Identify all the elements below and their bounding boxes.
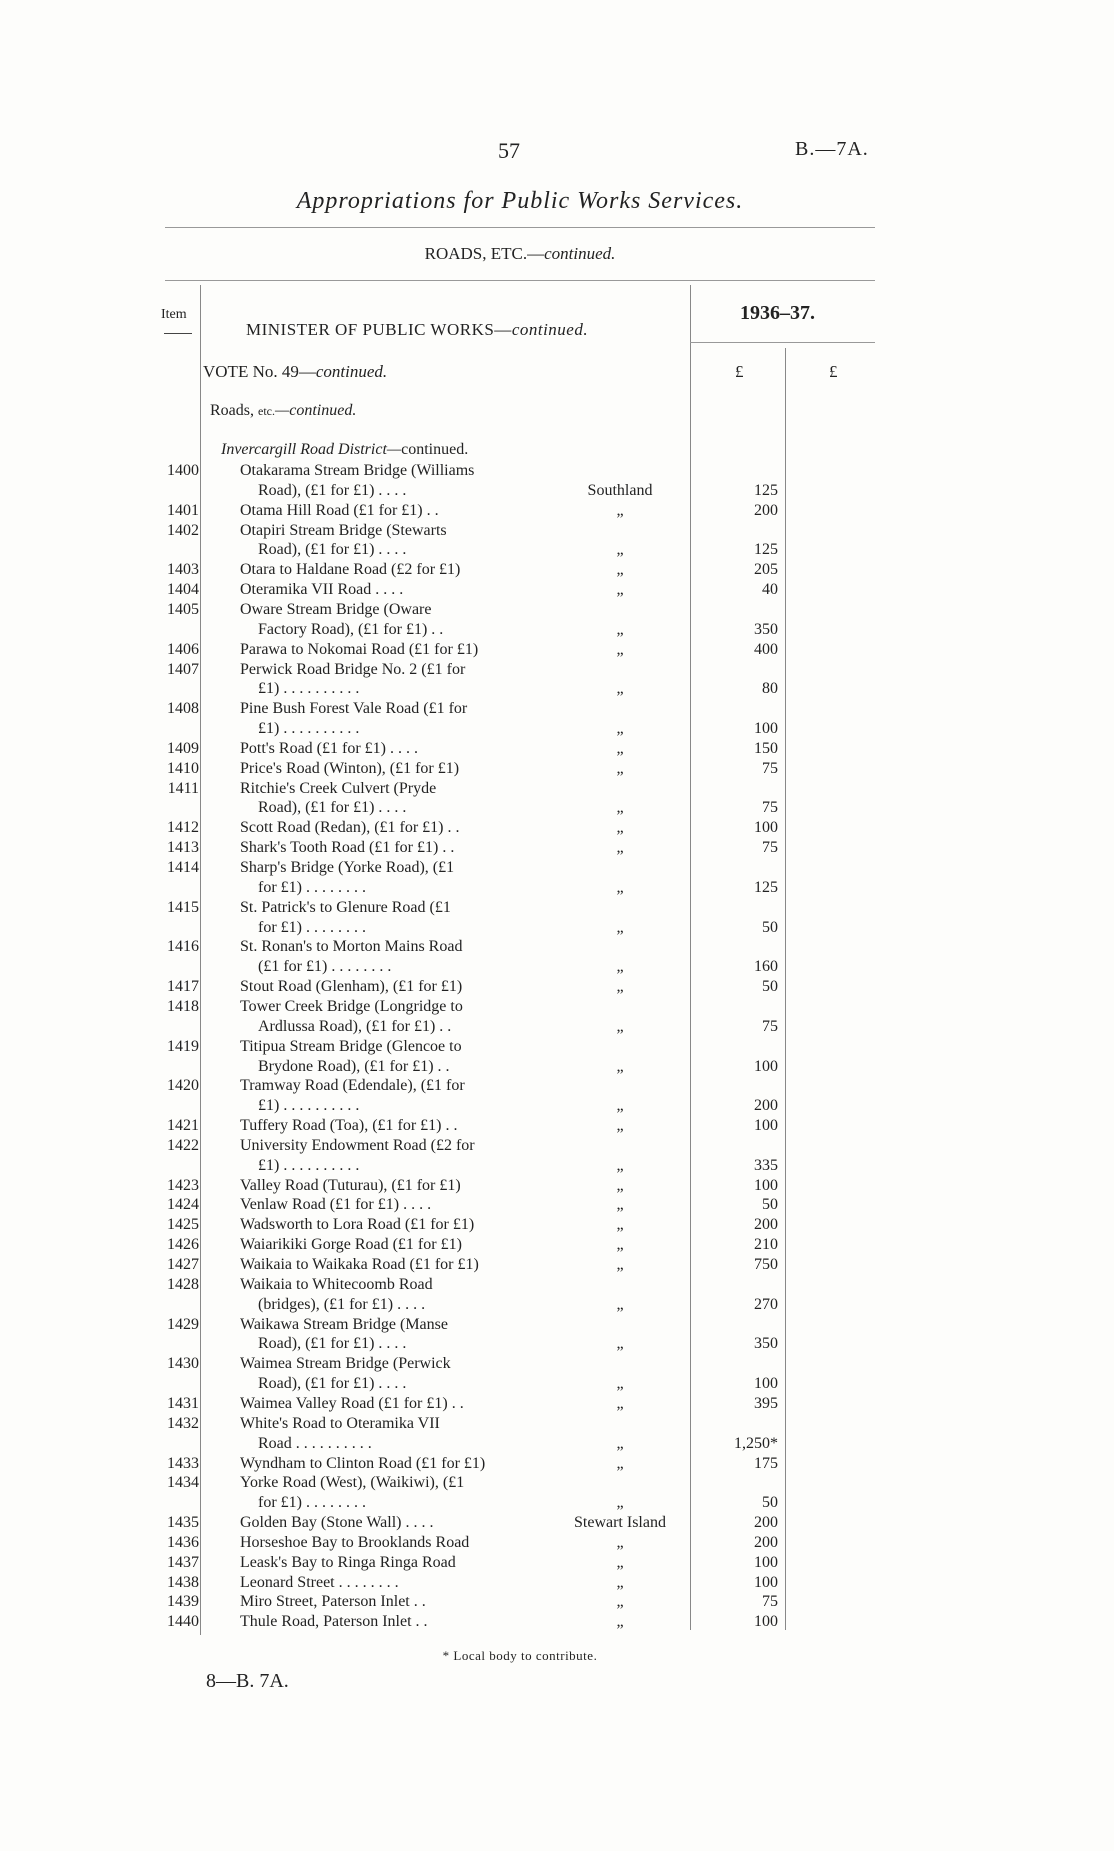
item-description: Sharp's Bridge (Yorke Road), (£1 bbox=[240, 859, 455, 876]
item-amount: 125 bbox=[754, 481, 778, 499]
item-location: „ bbox=[616, 1335, 624, 1353]
item-description: for £1) . . . . . . . . bbox=[258, 1494, 366, 1512]
item-description: Shark's Tooth Road (£1 for £1) . . bbox=[240, 839, 455, 857]
item-description: University Endowment Road (£2 for bbox=[240, 1136, 475, 1154]
item-location: „ bbox=[616, 978, 624, 996]
item-description: Road), (£1 for £1) . . . . bbox=[258, 1375, 407, 1393]
item-amount: 200 bbox=[754, 1097, 778, 1115]
item-location: „ bbox=[616, 1494, 624, 1512]
item-description: Scott Road (Redan), (£1 for £1) . . bbox=[240, 819, 460, 837]
item-amount: 100 bbox=[754, 1553, 778, 1571]
item-number: 1419 bbox=[167, 1037, 199, 1055]
item-location: „ bbox=[616, 1017, 624, 1035]
item-location: „ bbox=[616, 1196, 624, 1214]
item-amount: 210 bbox=[754, 1236, 778, 1254]
item-description: Road), (£1 for £1) . . . . bbox=[258, 481, 407, 499]
item-number: 1439 bbox=[167, 1593, 199, 1611]
item-amount: 100 bbox=[754, 1375, 778, 1393]
item-number: 1427 bbox=[167, 1256, 199, 1273]
item-number: 1408 bbox=[167, 700, 199, 718]
item-amount: 80 bbox=[762, 680, 778, 698]
item-amount: 75 bbox=[762, 1593, 778, 1611]
item-number: 1430 bbox=[167, 1355, 199, 1373]
item-location: „ bbox=[616, 1256, 624, 1273]
item-number: 1401 bbox=[167, 501, 199, 519]
item-description: Price's Road (Winton), (£1 for £1) bbox=[240, 759, 460, 777]
title-rule bbox=[165, 227, 875, 228]
item-amount: 50 bbox=[762, 1494, 778, 1512]
minister-heading-text: MINISTER OF PUBLIC WORKS— bbox=[246, 320, 512, 339]
item-description: Oteramika VII Road . . . . bbox=[240, 581, 404, 599]
item-amount: 200 bbox=[754, 1533, 778, 1551]
item-amount: 125 bbox=[754, 541, 778, 559]
amount-column-divider bbox=[785, 348, 786, 1630]
item-number: 1423 bbox=[167, 1176, 199, 1194]
item-amount: 200 bbox=[754, 1514, 778, 1532]
item-description: Venlaw Road (£1 for £1) . . . . bbox=[240, 1196, 432, 1214]
item-location: „ bbox=[616, 1097, 624, 1115]
item-amount: 175 bbox=[754, 1454, 778, 1472]
item-description: for £1) . . . . . . . . bbox=[258, 918, 366, 936]
roads-subheading-continued: —continued. bbox=[275, 402, 357, 419]
item-location: „ bbox=[616, 1553, 624, 1571]
item-amount: 100 bbox=[754, 1176, 778, 1194]
item-description: Thule Road, Paterson Inlet . . bbox=[240, 1613, 428, 1631]
footnote: * Local body to contribute. bbox=[442, 1648, 598, 1663]
item-description: Pott's Road (£1 for £1) . . . . bbox=[240, 739, 418, 757]
item-description: Leonard Street . . . . . . . . bbox=[240, 1573, 399, 1591]
item-description: Stout Road (Glenham), (£1 for £1) bbox=[240, 978, 463, 996]
item-number: 1414 bbox=[167, 859, 199, 876]
item-description: St. Ronan's to Morton Mains Road bbox=[240, 938, 463, 956]
item-description: (£1 for £1) . . . . . . . . bbox=[258, 958, 392, 976]
item-number: 1422 bbox=[167, 1136, 199, 1154]
item-number: 1435 bbox=[167, 1514, 199, 1532]
item-amount: 160 bbox=[754, 958, 778, 976]
item-location: „ bbox=[616, 561, 624, 579]
item-location: „ bbox=[616, 1593, 624, 1611]
item-location: Stewart Island bbox=[574, 1514, 666, 1532]
item-number: 1424 bbox=[167, 1196, 199, 1214]
description-column-divider bbox=[690, 285, 691, 1630]
item-location: „ bbox=[616, 1394, 624, 1412]
item-amount: 75 bbox=[762, 839, 778, 857]
item-description: Pine Bush Forest Vale Road (£1 for bbox=[240, 700, 468, 718]
item-description: Parawa to Nokomai Road (£1 for £1) bbox=[240, 640, 479, 658]
item-number: 1420 bbox=[167, 1077, 199, 1095]
item-location: „ bbox=[616, 541, 624, 559]
page-title: Appropriations for Public Works Services. bbox=[296, 188, 744, 214]
item-number: 1425 bbox=[167, 1216, 199, 1234]
item-description: Otara to Haldane Road (£2 for £1) bbox=[240, 561, 461, 579]
roads-subheading bbox=[210, 402, 356, 420]
item-number: 1431 bbox=[167, 1394, 199, 1412]
item-number: 1402 bbox=[167, 521, 199, 539]
item-location: „ bbox=[616, 1533, 624, 1551]
item-description: Miro Street, Paterson Inlet . . bbox=[240, 1593, 426, 1611]
section-heading-text: ROADS, ETC.— bbox=[424, 244, 545, 263]
item-amount: 205 bbox=[754, 561, 778, 579]
item-location: „ bbox=[616, 958, 624, 976]
item-description: Road), (£1 for £1) . . . . bbox=[258, 799, 407, 817]
item-number: 1416 bbox=[167, 938, 199, 956]
item-description: Otakarama Stream Bridge (Williams bbox=[240, 462, 475, 479]
item-number: 1403 bbox=[167, 561, 199, 579]
item-location: „ bbox=[616, 878, 624, 896]
item-amount: 40 bbox=[762, 581, 778, 599]
item-description: Otama Hill Road (£1 for £1) . . bbox=[240, 501, 439, 519]
section-heading bbox=[0, 244, 1040, 264]
item-amount: 100 bbox=[754, 1613, 778, 1631]
item-location: „ bbox=[616, 739, 624, 757]
item-location: „ bbox=[616, 759, 624, 777]
item-location: „ bbox=[616, 1216, 624, 1234]
item-description: Valley Road (Tuturau), (£1 for £1) bbox=[240, 1176, 461, 1194]
item-number: 1437 bbox=[167, 1553, 199, 1571]
item-description: St. Patrick's to Glenure Road (£1 bbox=[240, 898, 451, 916]
year-column-header: 1936–37. bbox=[740, 302, 815, 324]
page-number: 57 bbox=[498, 138, 520, 163]
vote-heading-continued: continued. bbox=[315, 362, 388, 381]
vote-heading-text: VOTE No. 49— bbox=[203, 362, 316, 381]
item-amount: 100 bbox=[754, 1573, 778, 1591]
item-column-divider bbox=[200, 285, 201, 1635]
item-description: Horseshoe Bay to Brooklands Road bbox=[240, 1533, 470, 1551]
item-location: Southland bbox=[587, 481, 653, 499]
item-number: 1407 bbox=[167, 660, 199, 678]
item-amount: 750 bbox=[754, 1256, 778, 1273]
item-amount: 350 bbox=[754, 620, 778, 638]
item-amount: 1,250* bbox=[734, 1434, 778, 1452]
item-amount: 400 bbox=[754, 640, 778, 658]
item-number: 1432 bbox=[167, 1414, 199, 1432]
item-location: „ bbox=[616, 1295, 624, 1313]
item-amount: 270 bbox=[754, 1295, 778, 1313]
item-number: 1409 bbox=[167, 739, 199, 757]
item-description: Waikaia to Whitecoomb Road bbox=[240, 1275, 433, 1293]
item-amount: 335 bbox=[754, 1156, 778, 1174]
item-description: £1) . . . . . . . . . . bbox=[258, 720, 360, 738]
item-number: 1438 bbox=[167, 1573, 199, 1591]
item-number: 1417 bbox=[167, 978, 199, 996]
item-description: Oware Stream Bridge (Oware bbox=[240, 600, 432, 618]
item-amount: 50 bbox=[762, 978, 778, 996]
item-description: Brydone Road), (£1 for £1) . . bbox=[258, 1057, 450, 1075]
item-description: Waimea Stream Bridge (Perwick bbox=[240, 1355, 451, 1373]
item-description: Ardlussa Road), (£1 for £1) . . bbox=[258, 1017, 452, 1035]
item-amount: 395 bbox=[754, 1394, 778, 1412]
item-number: 1405 bbox=[167, 600, 199, 618]
item-location: „ bbox=[616, 1057, 624, 1075]
item-amount: 75 bbox=[762, 759, 778, 777]
item-number: 1412 bbox=[167, 819, 199, 837]
item-location: „ bbox=[616, 720, 624, 738]
item-description: Factory Road), (£1 for £1) . . bbox=[258, 620, 444, 638]
item-amount: 125 bbox=[754, 878, 778, 896]
item-amount: 200 bbox=[754, 1216, 778, 1234]
item-description: Wadsworth to Lora Road (£1 for £1) bbox=[240, 1216, 475, 1234]
item-description: Waikawa Stream Bridge (Manse bbox=[240, 1315, 448, 1333]
item-amount: 100 bbox=[754, 720, 778, 738]
item-location: „ bbox=[616, 819, 624, 837]
item-description: Waimea Valley Road (£1 for £1) . . bbox=[240, 1394, 464, 1412]
item-location: „ bbox=[616, 918, 624, 936]
item-number: 1429 bbox=[167, 1315, 199, 1333]
minister-heading bbox=[246, 320, 588, 340]
item-description: Waikaia to Waikaka Road (£1 for £1) bbox=[240, 1256, 479, 1273]
item-description: for £1) . . . . . . . . bbox=[258, 878, 366, 896]
item-location: „ bbox=[616, 1176, 624, 1194]
item-number: 1428 bbox=[167, 1275, 199, 1293]
item-description: Leask's Bay to Ringa Ringa Road bbox=[240, 1553, 456, 1571]
roads-subheading-etc: etc. bbox=[258, 404, 275, 418]
item-number: 1418 bbox=[167, 997, 199, 1015]
year-header-rule bbox=[690, 342, 875, 343]
document-reference: B.—7A. bbox=[795, 138, 869, 160]
item-location: „ bbox=[616, 1156, 624, 1174]
district-heading-continued: continued. bbox=[401, 441, 469, 458]
item-amount: 50 bbox=[762, 1196, 778, 1214]
item-description: Otapiri Stream Bridge (Stewarts bbox=[240, 521, 447, 539]
item-number: 1410 bbox=[167, 759, 199, 777]
district-heading-name: Invercargill Road District— bbox=[221, 441, 402, 458]
item-description: Tuffery Road (Toa), (£1 for £1) . . bbox=[240, 1117, 458, 1135]
item-description: Road . . . . . . . . . . bbox=[258, 1434, 372, 1452]
item-location: „ bbox=[616, 1613, 624, 1631]
item-location: „ bbox=[616, 581, 624, 599]
vote-heading bbox=[203, 362, 387, 382]
item-column-header: Item bbox=[161, 307, 187, 322]
item-description: White's Road to Oteramika VII bbox=[240, 1414, 440, 1432]
item-number: 1436 bbox=[167, 1533, 199, 1551]
signature-mark: 8—B. 7A. bbox=[206, 1670, 289, 1692]
district-heading bbox=[221, 441, 468, 459]
item-number: 1415 bbox=[167, 898, 199, 916]
item-location: „ bbox=[616, 1573, 624, 1591]
item-description: Golden Bay (Stone Wall) . . . . bbox=[240, 1514, 434, 1532]
item-description: Ritchie's Creek Culvert (Pryde bbox=[240, 779, 437, 797]
item-number: 1411 bbox=[167, 779, 199, 797]
item-description: Waiarikiki Gorge Road (£1 for £1) bbox=[240, 1236, 462, 1254]
item-location: „ bbox=[616, 799, 624, 817]
minister-heading-continued: continued. bbox=[511, 320, 589, 339]
item-number: 1421 bbox=[167, 1117, 199, 1135]
item-number: 1426 bbox=[167, 1236, 199, 1254]
item-amount: 350 bbox=[754, 1335, 778, 1353]
item-amount: 200 bbox=[754, 501, 778, 519]
section-rule bbox=[165, 280, 875, 281]
item-header-rule bbox=[164, 333, 192, 334]
item-description: Titipua Stream Bridge (Glencoe to bbox=[240, 1037, 462, 1055]
item-amount: 50 bbox=[762, 918, 778, 936]
item-number: 1404 bbox=[167, 581, 199, 599]
item-number: 1413 bbox=[167, 839, 199, 857]
item-description: £1) . . . . . . . . . . bbox=[258, 1097, 360, 1115]
item-description: Wyndham to Clinton Road (£1 for £1) bbox=[240, 1454, 486, 1472]
pound-sign-header-total: £ bbox=[829, 362, 838, 381]
item-number: 1433 bbox=[167, 1454, 199, 1472]
item-location: „ bbox=[616, 1375, 624, 1393]
item-amount: 150 bbox=[754, 739, 778, 757]
item-amount: 75 bbox=[762, 1017, 778, 1035]
item-location: „ bbox=[616, 1236, 624, 1254]
item-number: 1440 bbox=[167, 1613, 199, 1631]
item-description: Road), (£1 for £1) . . . . bbox=[258, 541, 407, 559]
roads-subheading-text: Roads, bbox=[210, 402, 258, 419]
item-location: „ bbox=[616, 501, 624, 519]
item-amount: 100 bbox=[754, 1057, 778, 1075]
item-number: 1406 bbox=[167, 640, 199, 658]
item-description: (bridges), (£1 for £1) . . . . bbox=[258, 1295, 426, 1313]
item-description: Tower Creek Bridge (Longridge to bbox=[240, 997, 463, 1015]
item-description: Tramway Road (Edendale), (£1 for bbox=[240, 1077, 465, 1095]
pound-sign-header: £ bbox=[735, 362, 744, 381]
item-location: „ bbox=[616, 839, 624, 857]
item-description: Perwick Road Bridge No. 2 (£1 for bbox=[240, 660, 466, 678]
item-number: 1434 bbox=[167, 1474, 199, 1492]
item-amount: 100 bbox=[754, 1117, 778, 1135]
item-description: £1) . . . . . . . . . . bbox=[258, 680, 360, 698]
item-description: Road), (£1 for £1) . . . . bbox=[258, 1335, 407, 1353]
item-amount: 75 bbox=[762, 799, 778, 817]
item-description: Yorke Road (West), (Waikiwi), (£1 bbox=[240, 1474, 465, 1492]
item-location: „ bbox=[616, 620, 624, 638]
item-location: „ bbox=[616, 680, 624, 698]
section-heading-continued: continued. bbox=[544, 244, 616, 263]
item-location: „ bbox=[616, 1117, 624, 1135]
item-number: 1400 bbox=[167, 462, 199, 479]
item-description: £1) . . . . . . . . . . bbox=[258, 1156, 360, 1174]
item-location: „ bbox=[616, 640, 624, 658]
item-location: „ bbox=[616, 1454, 624, 1472]
item-location: „ bbox=[616, 1434, 624, 1452]
item-amount: 100 bbox=[754, 819, 778, 837]
